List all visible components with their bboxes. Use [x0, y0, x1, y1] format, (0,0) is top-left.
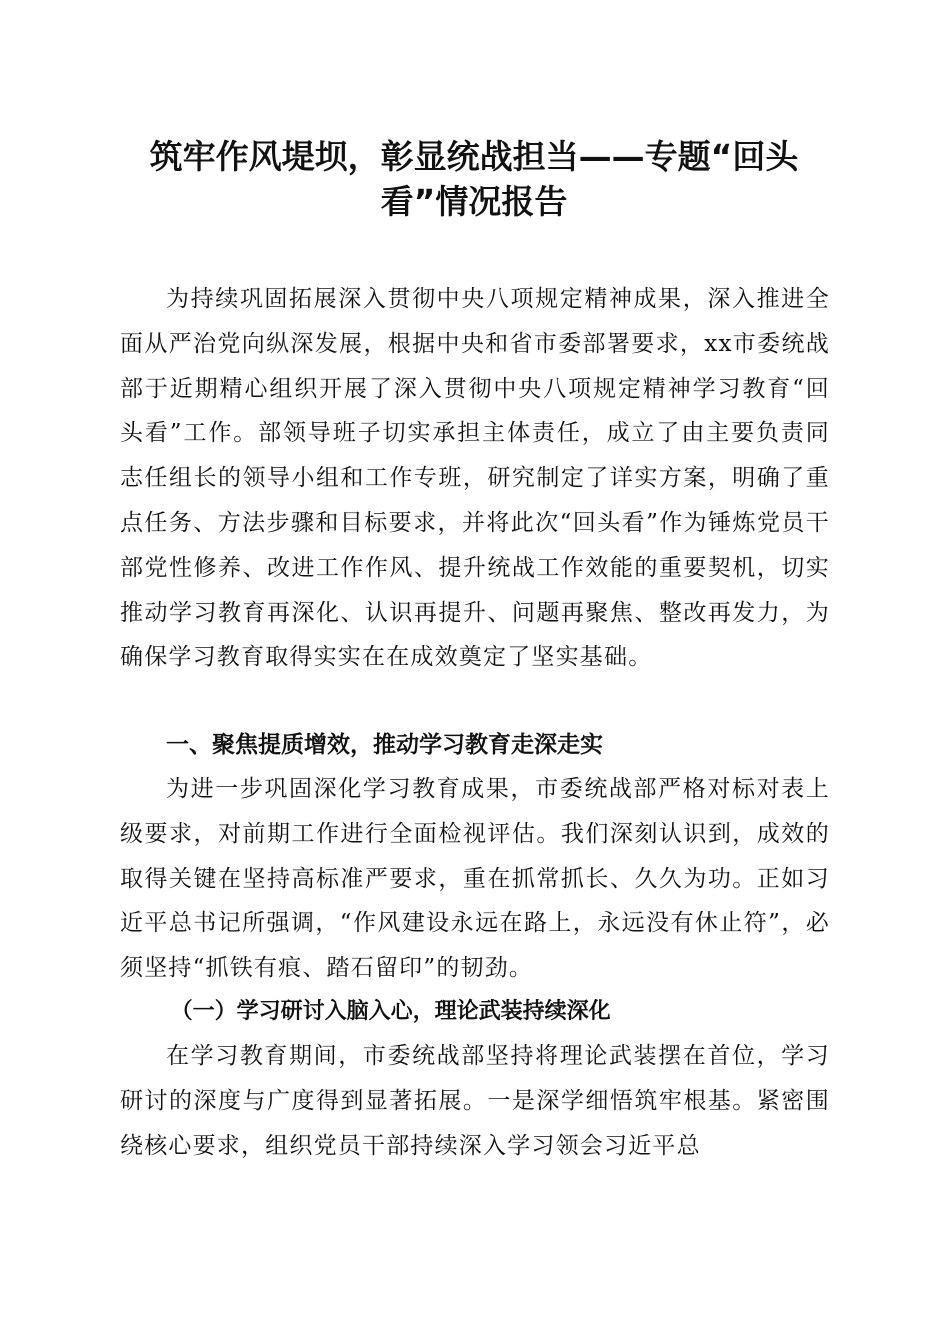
subsection-heading-1: （一）学习研讨入脑入心，理论武装持续深化 [170, 998, 611, 1024]
section-heading-1: 一、聚焦提质增效，推动学习教育走深走实 [166, 732, 603, 758]
section-1-paragraph: 为进一步巩固深化学习教育成果，市委统战部严格对标对表上级要求，对前期工作进行全面检视评估。我们深刻认识到，成效的取得关键在坚持高标准严要求，重在抓常抓长、久久为功。正如习近平总书记所强调，“作风建设永远在路上，永远没有休止符”，必须坚持“抓铁有痕、踏石留印”的韧劲。 [120, 776, 830, 982]
intro-paragraph: 为持续巩固拓展深入贯彻中央八项规定精神成果，深入推进全面从严治党向纵深发展，根据中央和省市委部署要求，xx市委统战部于近期精心组织开展了深入贯彻中央八项规定精神学习教育“回头看”工作。部领导班子切实承担主体责任，成立了由主要负责同志任组长的领导小组和工作专班，研究制定了详实方案，明确了重点任务、方法步骤和目标要求，并将此次“回头看”作为锤炼党员干部党性修养、改进工作作风、提升统战工作效能的重要契机，切实推动学习教育再深化、认识再提升、问题再聚焦、整改再发力，为确保学习教育取得实实在在成效奠定了坚实基础。 [120, 286, 830, 671]
document-title: 筑牢作风堤坝，彰显统战担当——专题“回头看”情况报告 [149, 137, 799, 221]
subsection-1-paragraph: 在学习教育期间，市委统战部坚持将理论武装摆在首位，学习研讨的深度与广度得到显著拓展。一是深学细悟筑牢根基。紧密围绕核心要求，组织党员干部持续深入学习领会习近平总 [120, 1043, 830, 1159]
